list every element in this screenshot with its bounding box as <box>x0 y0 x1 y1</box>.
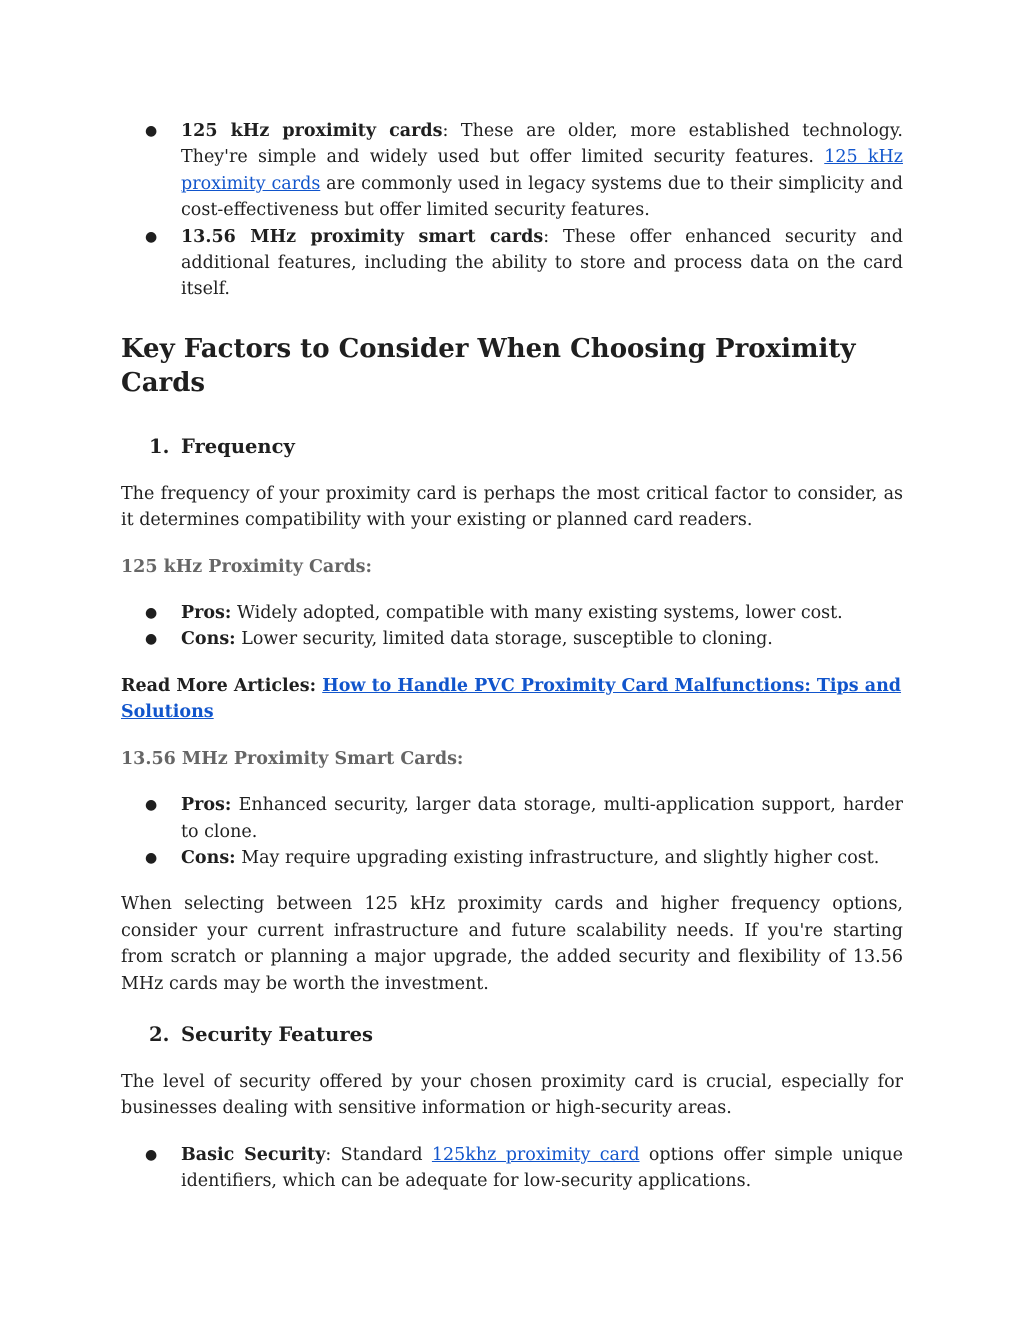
pros-text: Widely adopted, compatible with many existing systems, lower cost. <box>231 603 843 624</box>
item-text: : Standard <box>325 1144 432 1165</box>
section-heading-security <box>121 1022 903 1048</box>
pros-label: Pros: <box>181 795 232 816</box>
pros-text: Enhanced security, larger data storage, multi-application support, harder to clone. <box>181 795 903 842</box>
bullet-icon: ● <box>145 1146 158 1163</box>
frequency-closing-paragraph: When selecting between 125 kHz proximity cards and higher frequency options, consider your current infrastructure and future scalability needs. If you're starting from scratch or planning a major upgrade, the added security and flexibility of 13.56 MHz cards may be worth the investment. <box>121 894 903 994</box>
list-item <box>121 600 903 626</box>
list-item <box>121 1142 903 1195</box>
cons-label: Cons: <box>181 629 236 650</box>
bullet-icon: ● <box>145 228 158 245</box>
intro-list <box>121 118 903 303</box>
item-text: : These offer enhanced security and additional features, including the ability to store and process data on the card itself. <box>181 226 903 300</box>
main-heading: Key Factors to Consider When Choosing Proximity Cards <box>121 333 856 398</box>
list-item <box>121 626 903 652</box>
item-text: : These are older, more established technology. They're simple and widely used but offer limited security features. <box>181 121 903 168</box>
security-list <box>121 1142 903 1195</box>
item-title: 13.56 MHz proximity smart cards <box>181 226 544 247</box>
frequency-paragraph: The frequency of your proximity card is perhaps the most critical factor to consider, as it determines compatibility with your existing or planned card readers. <box>121 483 903 531</box>
section-title: Frequency <box>181 434 295 458</box>
list-item <box>121 224 903 303</box>
item-text: options offer simple unique identifiers, which can be adequate for low-security applications. <box>181 1144 903 1192</box>
list-item <box>121 792 903 845</box>
section-number: 1. <box>149 434 170 458</box>
1356mhz-pros-cons-list <box>121 792 903 871</box>
read-more-link[interactable]: How to Handle PVC Proximity Card Malfunctions: Tips and Solutions <box>121 675 902 723</box>
bullet-icon: ● <box>145 123 158 139</box>
document-page <box>121 118 903 1195</box>
section-number: 2. <box>149 1022 170 1046</box>
bullet-icon: ● <box>145 605 158 622</box>
section-title: Security Features <box>181 1022 374 1046</box>
bullet-icon: ● <box>145 849 158 866</box>
subheading-1356mhz: 13.56 MHz Proximity Smart Cards: <box>121 748 464 769</box>
section-heading-frequency <box>121 434 903 460</box>
read-more-paragraph <box>121 673 903 726</box>
item-title: Basic Security <box>181 1144 326 1165</box>
list-item <box>121 845 903 871</box>
cons-label: Cons: <box>181 847 236 868</box>
cons-text: May require upgrading existing infrastructure, and slightly higher cost. <box>235 847 880 868</box>
cons-text: Lower security, limited data storage, susceptible to cloning. <box>235 629 773 650</box>
125khz-pros-cons-list <box>121 600 903 653</box>
bullet-icon: ● <box>145 797 158 814</box>
bullet-icon: ● <box>145 631 158 648</box>
item-text: are commonly used in legacy systems due to their simplicity and cost-effectiveness but offer limited security features. <box>181 173 903 221</box>
125khz-proximity-card-link[interactable]: 125khz proximity card <box>431 1144 640 1165</box>
security-paragraph: The level of security offered by your chosen proximity card is crucial, especially for businesses dealing with sensitive information or high-security areas. <box>121 1071 903 1119</box>
read-more-label: Read More Articles: <box>121 675 323 696</box>
pros-label: Pros: <box>181 603 232 624</box>
125khz-proximity-cards-link[interactable]: 125 kHz proximity cards <box>181 147 903 194</box>
list-item <box>121 118 903 224</box>
item-title: 125 kHz proximity cards <box>181 121 443 141</box>
subheading-125khz: 125 kHz Proximity Cards: <box>121 556 372 577</box>
